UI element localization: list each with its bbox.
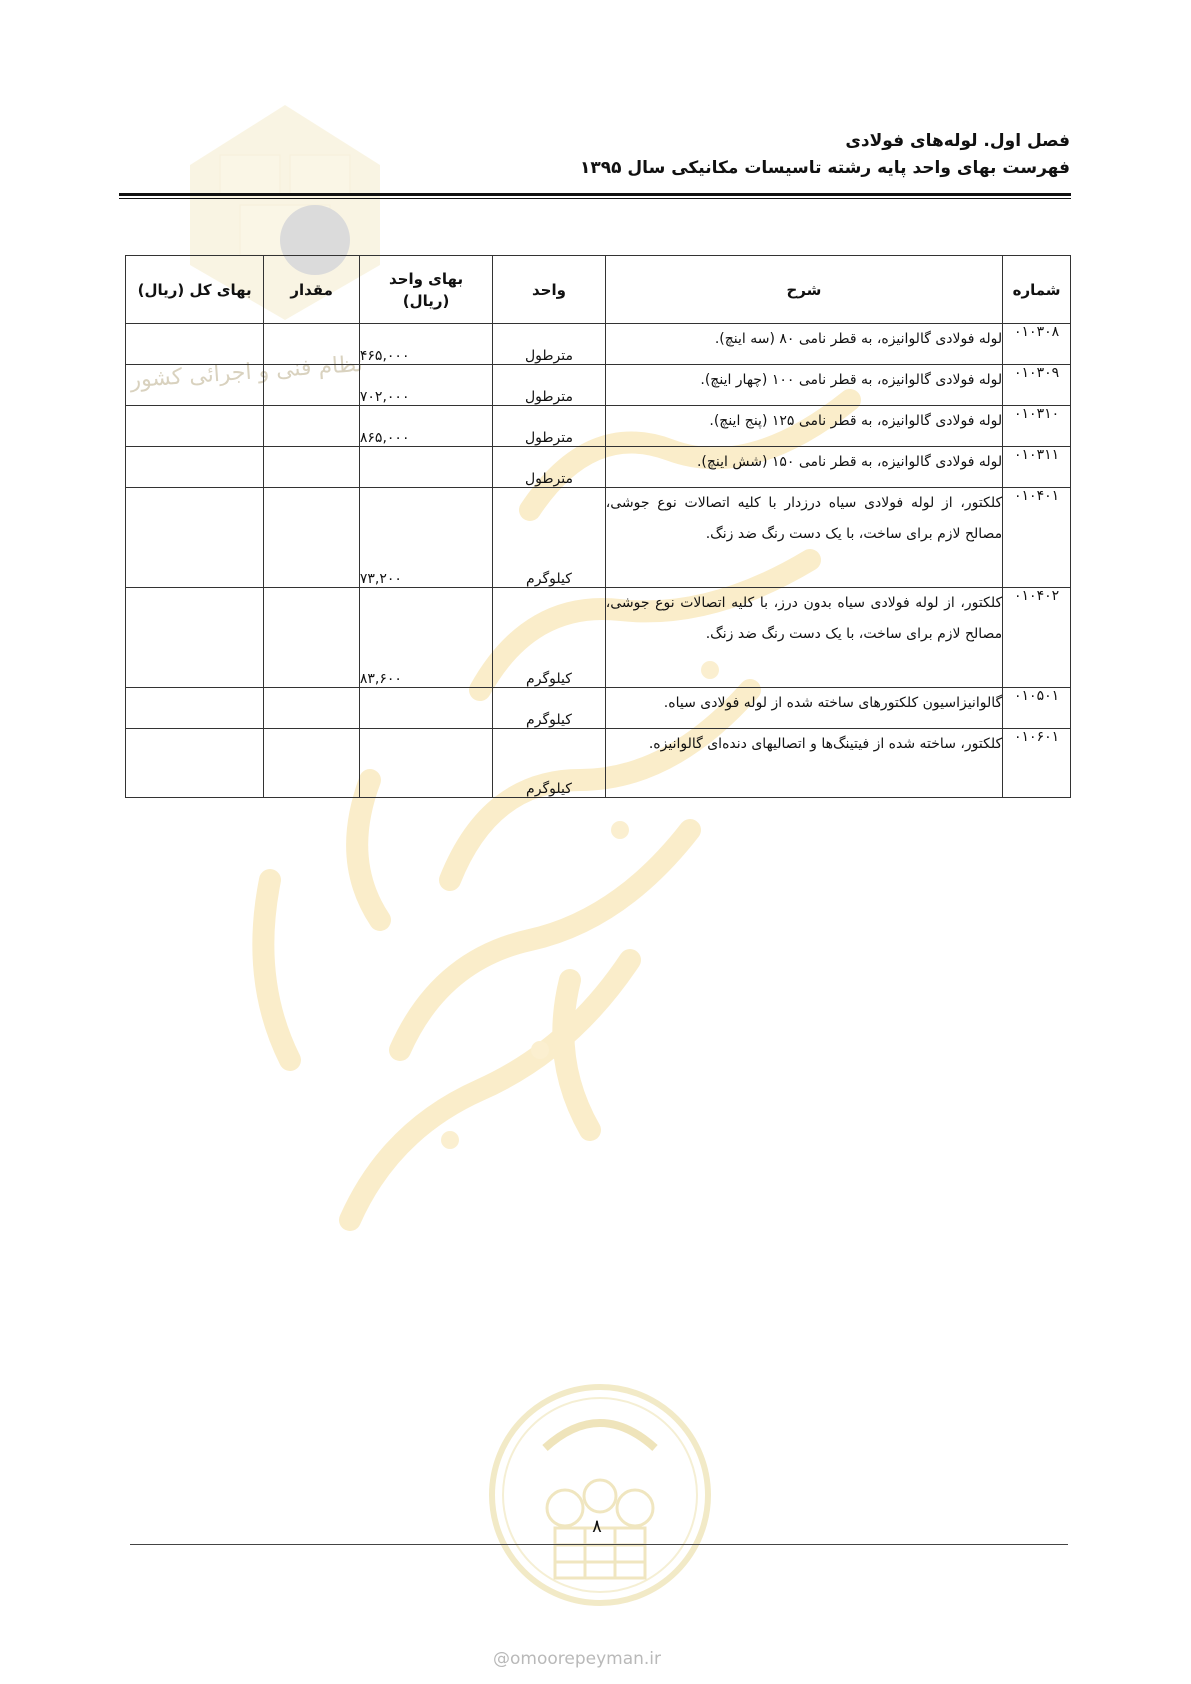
table-row	[126, 447, 1071, 488]
cell-unit-price: ۸۶۵,۰۰۰	[359, 406, 492, 447]
col-header-unit-price-line2: (ریال)	[402, 291, 450, 310]
col-header-unit-price	[359, 256, 492, 324]
cell-total	[126, 406, 264, 447]
source-url: @omoorepeyman.ir	[493, 1649, 662, 1669]
cell-unit-price	[359, 729, 492, 798]
cell-code: ۰۱۰۳۱۱	[1003, 447, 1071, 488]
cell-unit-price: ۸۳,۶۰۰	[359, 588, 492, 688]
watermark-text: نظام فنی و اجرائی کشور	[129, 351, 364, 394]
cell-description: گالوانیزاسیون کلکتورهای ساخته شده از لوله فولادی سیاه.	[605, 688, 1002, 729]
cell-total	[126, 729, 264, 798]
cell-unit: کیلوگرم	[493, 588, 605, 688]
cell-total	[126, 588, 264, 688]
cell-code: ۰۱۰۴۰۲	[1003, 588, 1071, 688]
cell-quantity	[264, 729, 360, 798]
table-row	[126, 365, 1071, 406]
table-row	[126, 688, 1071, 729]
table-row	[126, 488, 1071, 588]
table-row	[126, 588, 1071, 688]
page-header	[580, 128, 1070, 182]
cell-description: لوله فولادی گالوانیزه، به قطر نامی ۱۲۵ (پنج اینچ).	[605, 406, 1002, 447]
col-header-quantity: مقدار	[264, 256, 360, 324]
col-header-code: شماره	[1003, 256, 1071, 324]
cell-quantity	[264, 447, 360, 488]
col-header-total-price: بهای کل (ریال)	[126, 256, 264, 324]
cell-unit-price: ۷۳,۲۰۰	[359, 488, 492, 588]
cell-quantity	[264, 688, 360, 729]
cell-unit-price: ۴۶۵,۰۰۰	[359, 324, 492, 365]
cell-unit-price: ۷۰۲,۰۰۰	[359, 365, 492, 406]
cell-total	[126, 324, 264, 365]
table-row	[126, 406, 1071, 447]
chapter-title: فصل اول. لوله‌های فولادی	[845, 131, 1070, 151]
seal-watermark	[485, 1378, 715, 1613]
footer-rule	[130, 1544, 1068, 1545]
cell-quantity	[264, 365, 360, 406]
table-row	[126, 729, 1071, 798]
header-rule-thin	[119, 198, 1071, 199]
cell-unit: مترطول	[493, 365, 605, 406]
cell-code: ۰۱۰۳۰۸	[1003, 324, 1071, 365]
cell-code: ۰۱۰۳۰۹	[1003, 365, 1071, 406]
cell-description: کلکتور، از لوله فولادی سیاه درزدار با کلیه اتصالات نوع جوشی، مصالح لازم برای ساخت، با یک دست رنگ ضد زنگ.	[605, 488, 1002, 588]
document-subtitle: فهرست بهای واحد پایه رشته تاسیسات مکانیکی سال ۱۳۹۵	[580, 158, 1070, 178]
header-rule	[119, 193, 1071, 196]
cell-code: ۰۱۰۳۱۰	[1003, 406, 1071, 447]
cell-unit: کیلوگرم	[493, 488, 605, 588]
cell-code: ۰۱۰۵۰۱	[1003, 688, 1071, 729]
cell-unit: کیلوگرم	[493, 688, 605, 729]
cell-unit: مترطول	[493, 447, 605, 488]
cell-quantity	[264, 324, 360, 365]
cell-unit-price	[359, 688, 492, 729]
cell-description: کلکتور، از لوله فولادی سیاه بدون درز، با کلیه اتصالات نوع جوشی، مصالح لازم برای ساخت، با یک دست رنگ ضد زنگ.	[605, 588, 1002, 688]
cell-unit: مترطول	[493, 324, 605, 365]
cell-unit: کیلوگرم	[493, 729, 605, 798]
cell-description: لوله فولادی گالوانیزه، به قطر نامی ۱۵۰ (شش اینچ).	[605, 447, 1002, 488]
cell-description: کلکتور، ساخته شده از فیتینگ‌ها و اتصالیهای دنده‌ای گالوانیزه.	[605, 729, 1002, 798]
cell-total	[126, 488, 264, 588]
cell-quantity	[264, 488, 360, 588]
cell-description: لوله فولادی گالوانیزه، به قطر نامی ۱۰۰ (چهار اینچ).	[605, 365, 1002, 406]
cell-quantity	[264, 588, 360, 688]
cell-total	[126, 688, 264, 729]
cell-total	[126, 447, 264, 488]
cell-unit: مترطول	[493, 406, 605, 447]
col-header-unit: واحد	[493, 256, 605, 324]
col-header-unit-price-line1: بهای واحد	[389, 269, 464, 288]
cell-quantity	[264, 406, 360, 447]
col-header-description: شرح	[605, 256, 1002, 324]
page-number: ۸	[592, 1516, 602, 1537]
table-header-row	[126, 256, 1071, 324]
cell-description: لوله فولادی گالوانیزه، به قطر نامی ۸۰ (سه اینچ).	[605, 324, 1002, 365]
cell-unit-price	[359, 447, 492, 488]
cell-code: ۰۱۰۴۰۱	[1003, 488, 1071, 588]
table-row	[126, 324, 1071, 365]
price-table	[125, 255, 1071, 798]
cell-code: ۰۱۰۶۰۱	[1003, 729, 1071, 798]
cell-total	[126, 365, 264, 406]
